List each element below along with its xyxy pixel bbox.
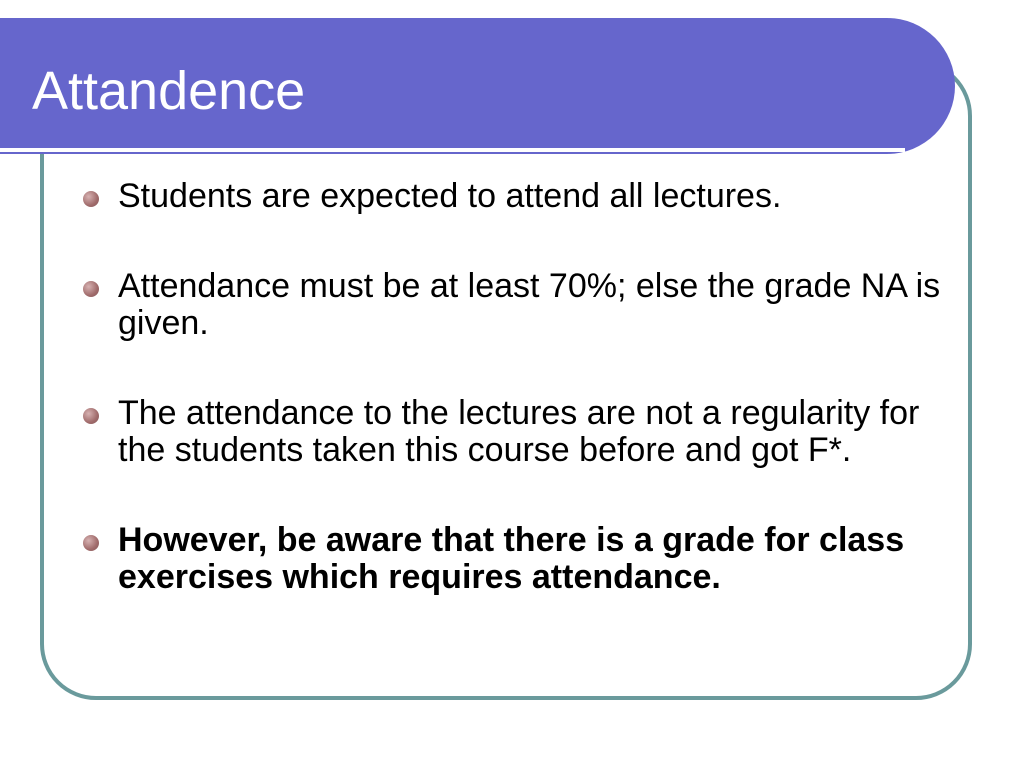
bullet-list — [80, 178, 960, 649]
bullet-item — [80, 395, 960, 469]
bullet-text: The attendance to the lectures are not a regularity for the students taken this course before and got F*. — [118, 394, 920, 469]
bullet-text: Students are expected to attend all lectures. — [118, 177, 782, 215]
slide-title: Attandence — [32, 61, 306, 121]
bullet-dot-icon — [83, 535, 99, 551]
bullet-dot-icon — [83, 191, 99, 207]
title-divider — [0, 148, 905, 152]
bullet-text: However, be aware that there is a grade for class exercises which requires attendance. — [118, 521, 905, 596]
bullet-item — [80, 268, 960, 342]
bullet-dot-icon — [83, 408, 99, 424]
bullet-item — [80, 178, 960, 215]
bullet-item-emphasis — [80, 522, 960, 596]
bullet-dot-icon — [83, 281, 99, 297]
bullet-text: Attendance must be at least 70%; else the grade NA is given. — [118, 267, 941, 342]
title-band — [0, 18, 955, 154]
